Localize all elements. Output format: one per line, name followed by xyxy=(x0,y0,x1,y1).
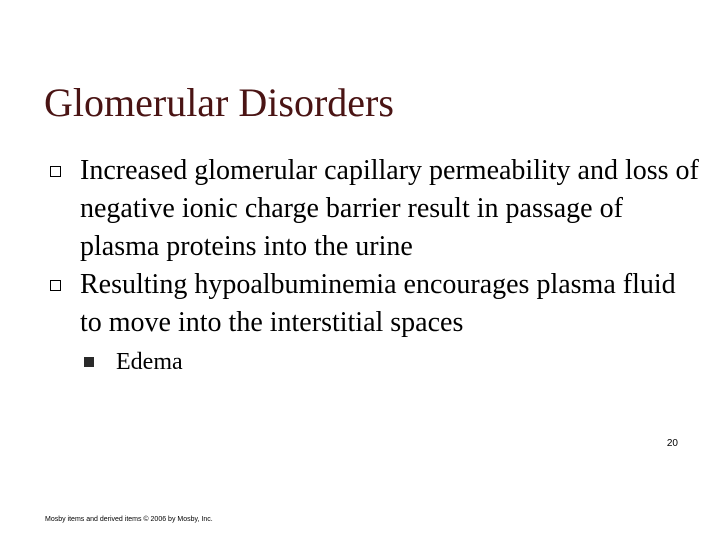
bullet-list xyxy=(42,152,702,378)
copyright-footer: Mosby items and derived items © 2006 by Mosby, Inc. xyxy=(45,516,213,523)
square-bullet-icon xyxy=(84,357,94,367)
slide-title: Glomerular Disorders xyxy=(44,80,394,125)
bullet-item xyxy=(42,152,702,266)
sub-bullet-item xyxy=(80,346,702,378)
bullet-text: Increased glomerular capillary permeability and loss of negative ionic charge barrier result in passage of plasma proteins into the urine xyxy=(80,155,699,262)
bullet-text: Resulting hypoalbuminemia encourages plasma fluid to move into the interstitial spaces xyxy=(80,269,676,338)
checkbox-icon xyxy=(50,280,61,291)
sub-bullet-text: Edema xyxy=(116,349,183,375)
page-number: 20 xyxy=(666,438,678,449)
bullet-item xyxy=(42,266,702,378)
checkbox-icon xyxy=(50,166,61,177)
sub-bullet-list xyxy=(80,346,702,378)
